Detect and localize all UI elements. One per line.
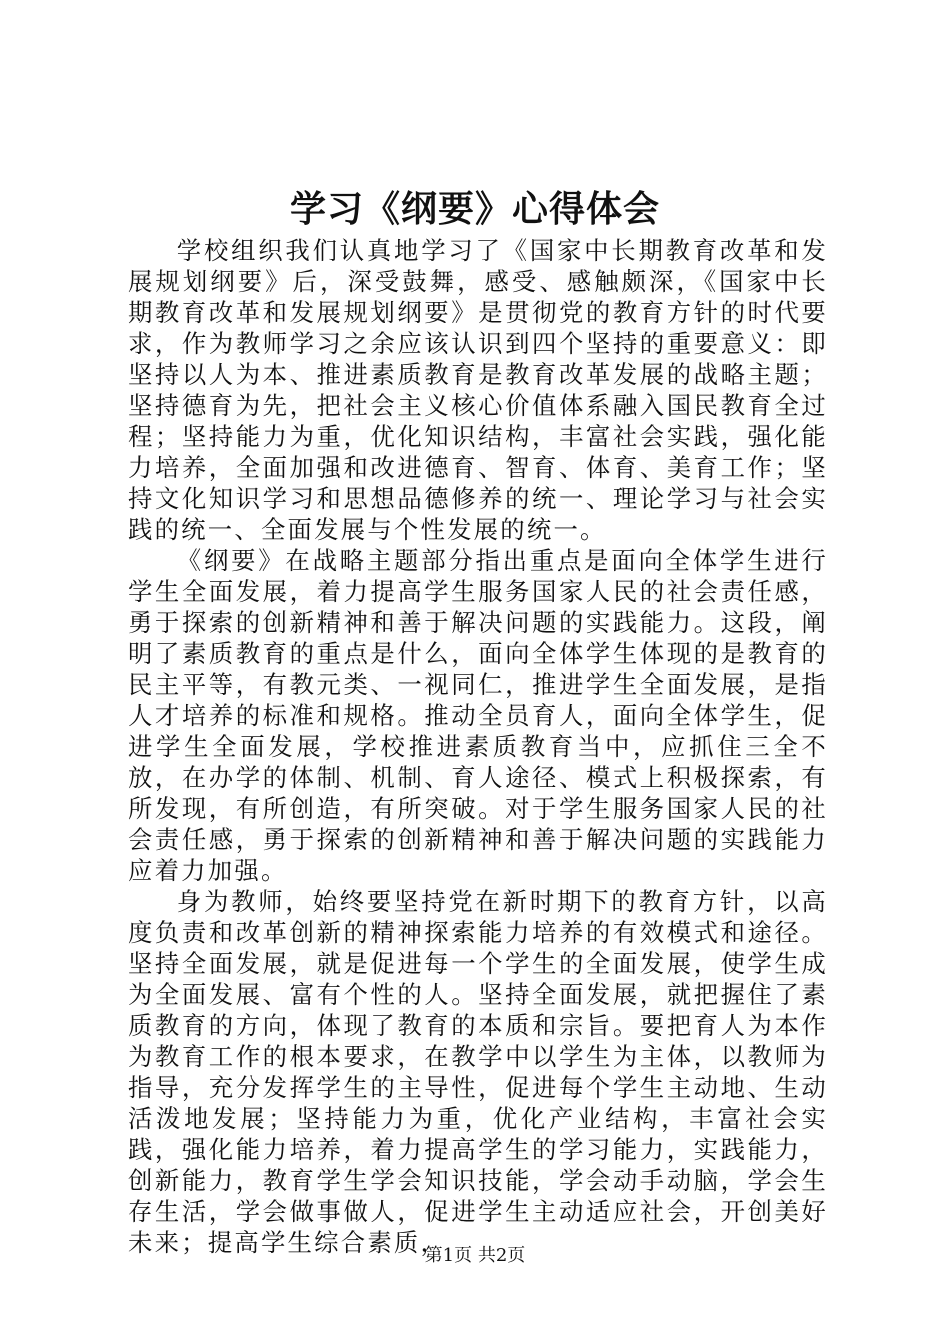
paragraph-1: 学校组织我们认真地学习了《国家中长期教育改革和发展规划纲要》后，深受鼓舞，感受、感触颇深，《国家中长期教育改革和发展规划纲要》是贯彻党的教育方针的时代要求，作为教师学习之余应该认识到四个坚持的重要意义：即坚持以人为本、推进素质教育是教育改革发展的战略主题；坚持德育为先，把社会主义核心价值体系融入国民教育全过程；坚持能力为重，优化知识结构，丰富社会实践，强化能力培养，全面加强和改进德育、智育、体育、美育工作；坚持文化知识学习和思想品德修养的统一、理论学习与社会实践的统一、全面发展与个性发展的统一。 [128,236,828,544]
paragraph-2: 《纲要》在战略主题部分指出重点是面向全体学生进行学生全面发展，着力提高学生服务国家人民的社会责任感，勇于探索的创新精神和善于解决问题的实践能力。这段，阐明了素质教育的重点是什么，面向全体学生体现的是教育的民主平等，有教元类、一视同仁，推进学生全面发展，是指人才培养的标准和规格。推动全员育人，面向全体学生，促进学生全面发展，学校推进素质教育当中，应抓住三全不放，在办学的体制、机制、育人途径、模式上积极探索，有所发现，有所创造，有所突破。对于学生服务国家人民的社会责任感，勇于探索的创新精神和善于解决问题的实践能力应着力加强。 [128,546,828,885]
document-body [128,235,828,1258]
page-number-footer: 第1页 共2页 [424,1245,526,1266]
paragraph-3: 身为教师，始终要坚持党在新时期下的教育方针，以高度负责和改革创新的精神探索能力培养的有效模式和途径。坚持全面发展，就是促进每一个学生的全面发展，使学生成为全面发展、富有个性的人。坚持全面发展，就把握住了素质教育的方向，体现了教育的本质和宗旨。要把育人为本作为教育工作的根本要求，在教学中以学生为主体，以教师为指导，充分发挥学生的主导性，促进每个学生主动地、生动活泼地发展；坚持能力为重，优化产业结构，丰富社会实践，强化能力培养，着力提高学生的学习能力，实践能力，创新能力，教育学生学会知识技能，学会动手动脑，学会生存生活，学会做事做人，促进学生主动适应社会，开创美好未来；提高学生综合素质， [128,887,828,1257]
document-title: 学习《纲要》心得体会 [289,188,660,230]
